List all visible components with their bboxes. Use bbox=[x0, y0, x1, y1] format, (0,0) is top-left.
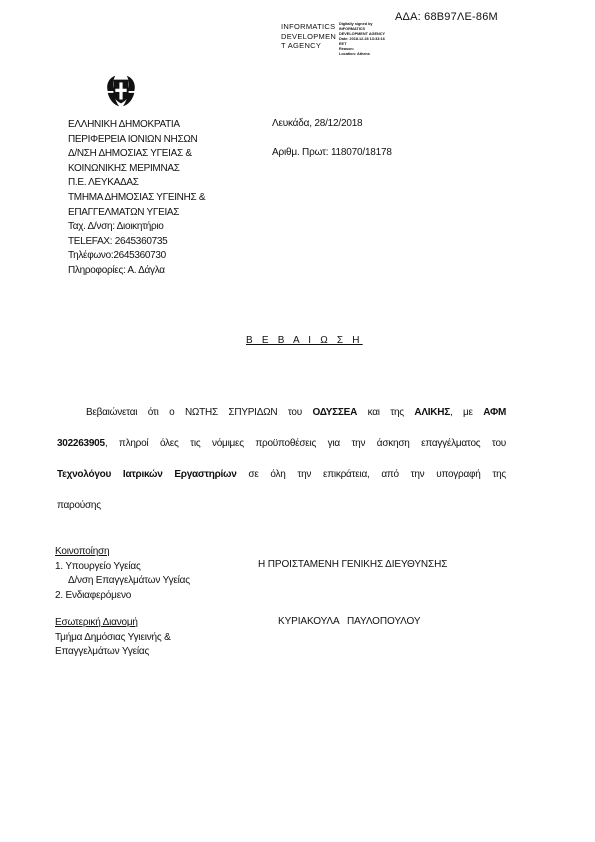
internal-line: Επαγγελμάτων Υγείας bbox=[55, 646, 150, 657]
sender-line: ΕΛΛΗΝΙΚΗ ΔΗΜΟΚΡΑΤΙΑ bbox=[68, 119, 180, 130]
body-text-span: Βεβαιώνεται ότι ο bbox=[86, 407, 185, 418]
stamp-detail-line: INFORMATICS bbox=[339, 27, 366, 31]
body-text-span: , πληροί όλες τις νόμιμες προϋποθέσεις για την άσκηση επαγγέλματος του bbox=[104, 438, 506, 449]
father-name: ΟΔΥΣΣΕΑ bbox=[312, 407, 358, 418]
profession: Τεχνολόγου Ιατρικών Εργαστηρίων bbox=[57, 469, 237, 480]
person-name: ΝΩΤΗΣ ΣΠΥΡΙΔΩΝ bbox=[184, 407, 278, 418]
sender-line: TELEFAX: 2645360735 bbox=[68, 235, 168, 247]
greek-coat-of-arms-icon bbox=[102, 72, 140, 110]
sender-line: Ταχ. Δ/νση: Διοικητήριο bbox=[68, 221, 164, 233]
notification-subitem: Δ/νση Επαγγελμάτων Υγείας bbox=[68, 575, 190, 586]
body-text-span: παρούσης bbox=[57, 500, 101, 511]
notification-section bbox=[55, 545, 190, 603]
sender-line: Π.Ε. ΛΕΥΚΑΔΑΣ bbox=[68, 177, 139, 189]
mother-name: ΑΛΙΚΗΣ bbox=[414, 407, 450, 418]
protocol-number: Αριθμ. Πρωτ: 118070/18178 bbox=[272, 147, 392, 158]
stamp-detail-line: Location: Athens bbox=[339, 52, 370, 56]
place-date: Λευκάδα, 28/12/2018 bbox=[272, 118, 363, 129]
notification-item: 2. Ενδιαφερόμενο bbox=[55, 589, 132, 601]
signatory-title: Η ΠΡΟΙΣΤΑΜΕΝΗ ΓΕΝΙΚΗΣ ΔΙΕΥΘΥΝΣΗΣ bbox=[258, 559, 448, 570]
body-text-span: σε όλη την επικράτεια, από την υπογραφή της bbox=[236, 469, 506, 480]
body-line bbox=[57, 397, 506, 428]
body-line bbox=[57, 490, 506, 521]
body-line bbox=[57, 428, 506, 459]
stamp-detail-line: DEVELOPMENT AGENCY bbox=[339, 32, 386, 36]
sender-line: ΤΜΗΜΑ ΔΗΜΟΣΙΑΣ ΥΓΕΙΝΗΣ & bbox=[68, 191, 206, 203]
stamp-label-line: T AGENCY bbox=[281, 41, 322, 50]
sender-line: ΚΟΙΝΩΝΙΚΗΣ ΜΕΡΙΜΝΑΣ bbox=[68, 162, 180, 174]
stamp-detail-line: Date: 2018.12.28 13:33:16 bbox=[339, 37, 385, 41]
stamp-detail-line: EET bbox=[339, 42, 347, 46]
stamp-detail-line: Reason: bbox=[339, 47, 354, 51]
sender-line: Δ/ΝΣΗ ΔΗΜΟΣΙΑΣ ΥΓΕΙΑΣ & bbox=[68, 148, 192, 160]
stamp-label-line: DEVELOPMEN bbox=[281, 31, 337, 41]
afm-number: 302263905 bbox=[57, 438, 105, 449]
notification-item: 1. Υπουργείο Υγείας bbox=[55, 560, 141, 572]
ada-code: ΑΔΑ: 68Β97ΛΕ-86Μ bbox=[395, 11, 498, 23]
stamp-label-line: INFORMATICS bbox=[281, 22, 336, 31]
internal-heading: Εσωτερική Διανομή bbox=[55, 617, 138, 628]
sender-line: Τηλέφωνο:2645360730 bbox=[68, 250, 166, 262]
body-text-span: και της bbox=[357, 407, 415, 418]
stamp-detail-line: Digitally signed by bbox=[339, 22, 373, 26]
sender-line: ΠΕΡΙΦΕΡΕΙΑ ΙΟΝΙΩΝ ΝΗΣΩΝ bbox=[68, 133, 198, 145]
signature-stamp-details bbox=[339, 22, 385, 57]
internal-line: Τμήμα Δημόσιας Υγιεινής & bbox=[55, 631, 171, 643]
certificate-body bbox=[57, 397, 506, 521]
body-text-span: του bbox=[277, 407, 313, 418]
signatory-name: ΚΥΡΙΑΚΟΥΛΑ ΠΑΥΛΟΠΟΥΛΟΥ bbox=[278, 616, 421, 627]
afm-label: ΑΦΜ bbox=[483, 407, 507, 418]
body-line bbox=[57, 459, 506, 490]
notification-heading: Κοινοποίηση bbox=[55, 546, 110, 557]
sender-line: Πληροφορίες: Α. Δάγλα bbox=[68, 264, 165, 276]
signature-stamp-label bbox=[281, 22, 336, 51]
internal-distribution bbox=[55, 616, 171, 660]
body-text-span: , με bbox=[449, 407, 484, 418]
sender-block bbox=[68, 118, 205, 279]
document-title: Β Ε Β Α Ι Ω Σ Η bbox=[246, 335, 363, 346]
sender-line: ΕΠΑΓΓΕΛΜΑΤΩΝ ΥΓΕΙΑΣ bbox=[68, 206, 180, 218]
